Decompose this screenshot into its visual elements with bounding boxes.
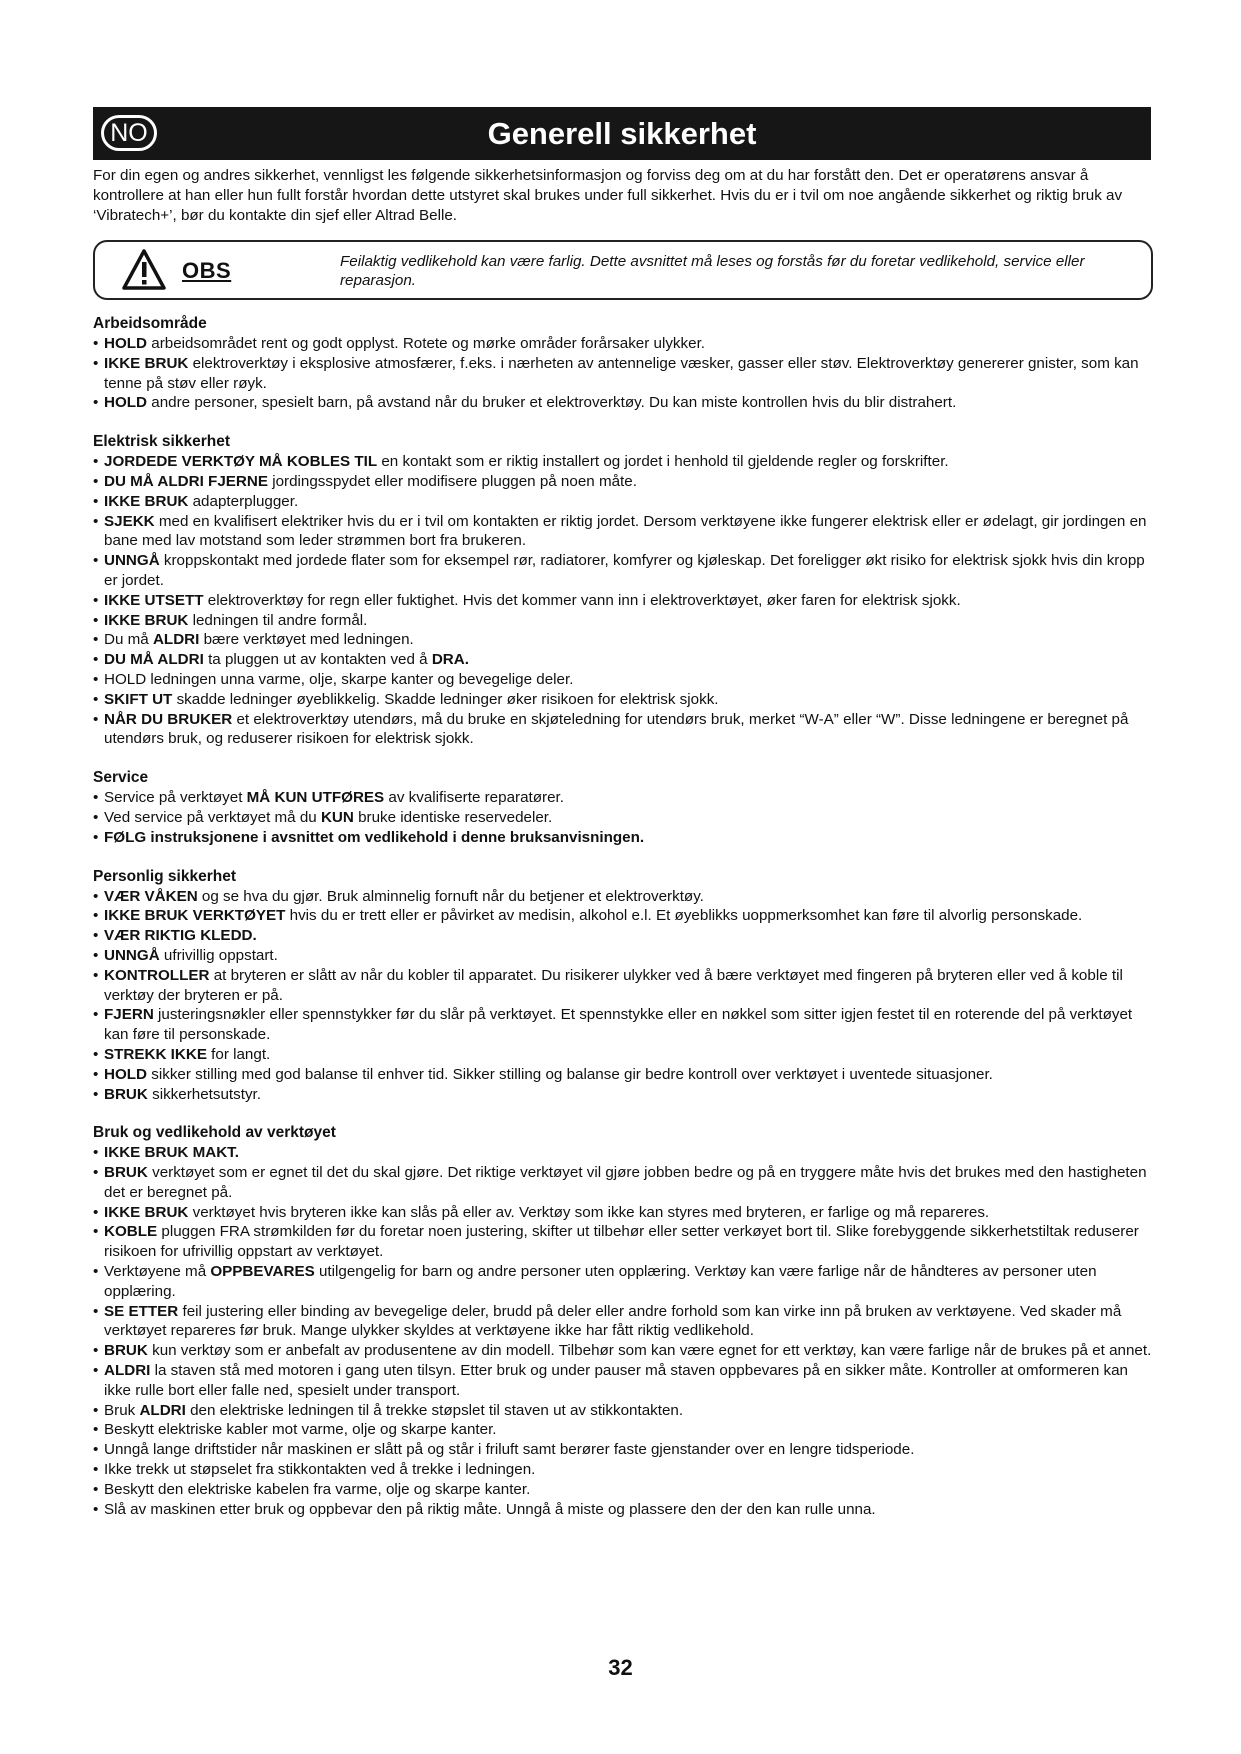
- bullet-keyword: STREKK IKKE: [104, 1045, 207, 1063]
- bullet-keyword: IKKE BRUK: [104, 492, 189, 510]
- bullet-item: [93, 906, 1155, 926]
- bullet-text: Du må: [104, 631, 153, 649]
- bullet-keyword: IKKE BRUK VERKTØYET: [104, 907, 286, 925]
- bullet-keyword: DU MÅ ALDRI: [104, 651, 204, 669]
- bullet-text: Verktøyene må: [104, 1263, 211, 1281]
- bullet-text: med en kvalifisert elektriker hvis du er i tvil om kontakten er riktig jordet. Dersom verktøyene ikke fungerer elektrisk eller er ødelagt, gir jordingen en bane med lav motstand som leder strømmen bort fra brukeren.: [104, 512, 1147, 550]
- bullet-text: Bruk: [104, 1401, 140, 1419]
- bullet-text: utilgengelig for barn og andre personer uten opplæring. Verktøy kan være farlige når de håndteres av personer uten opplæring.: [104, 1263, 1097, 1300]
- bullet-text: feil justering eller binding av bevegelige deler, brudd på deler eller andre forhold som kan virke inn på bruken av verktøyene. Ved skader må verktøyet repareres før bruk. Mange ulykker skyldes at verktøyene ikke har fått riktig vedlikehold.: [104, 1302, 1122, 1340]
- bullet-keyword: BRUK: [104, 1164, 148, 1182]
- bullet-keyword: SJEKK: [104, 512, 155, 530]
- bullet-keyword: SE ETTER: [104, 1302, 179, 1320]
- bullet-item: [93, 492, 1155, 512]
- intro-paragraph: For din egen og andres sikkerhet, vennligst les følgende sikkerhetsinformasjon og forviss deg om at du har forstått den. Det er operatørens ansvar å kontrollere at han eller hun fullt forstår hvordan dette utstyret skal brukes under full sikkerhet. Hvis du er i tvil om noe angående sikkerhet og riktig bruk av ‘Vibratech+’, bør du kontakte din sjef eller Altrad Belle.: [93, 167, 1123, 224]
- bullet-keyword: IKKE BRUK: [104, 1203, 189, 1221]
- bullet-text: Unngå lange driftstider når maskinen er slått på og står i friluft samt berører faste gjenstander over en lengre tidsperiode.: [104, 1441, 915, 1459]
- bullet-keyword: SKIFT UT: [104, 690, 173, 708]
- bullet-item: [93, 1341, 1155, 1361]
- bullet-keyword: HOLD: [104, 335, 148, 352]
- bullet-keyword: FØLG instruksjonene i avsnittet om vedlikehold i denne bruksanvisningen.: [104, 828, 645, 846]
- bullet-keyword: IKKE BRUK: [104, 611, 189, 629]
- bullet-text: Beskytt den elektriske kabelen fra varme, olje og skarpe kanter.: [104, 1480, 531, 1498]
- bullet-keyword: HOLD: [104, 394, 148, 412]
- obs-warning-box: [93, 240, 1153, 300]
- bullet-text: Slå av maskinen etter bruk og oppbevar den på riktig måte. Unngå å miste og plassere den der den kan rulle unna.: [104, 1500, 876, 1518]
- bullet-item: [93, 591, 1155, 611]
- bullet-item: [93, 650, 1155, 670]
- bullet-text: ufrivillig oppstart.: [159, 946, 278, 964]
- obs-label: OBS: [182, 258, 232, 283]
- section-arbeidsomrade: [93, 314, 1155, 413]
- bullet-keyword: OPPBEVARES: [210, 1263, 315, 1281]
- bullet-item: [93, 1302, 1155, 1342]
- bullet-keyword: ALDRI: [139, 1401, 186, 1419]
- bullet-text: elektroverktøy for regn eller fuktighet. Hvis det kommer vann inn i elektroverktøyet, øker faren for elektrisk sjokk.: [203, 591, 961, 609]
- bullet-item: [93, 670, 1155, 690]
- page-title: Generell sikkerhet: [487, 116, 757, 151]
- bullet-keyword: UNNGÅ: [104, 552, 160, 570]
- bullet-text: bære verktøyet med ledningen.: [199, 631, 414, 649]
- bullet-keyword: HOLD: [104, 1065, 148, 1083]
- bullet-keyword: UNNGÅ: [104, 946, 160, 964]
- bullet-text: og se hva du gjør. Bruk alminnelig fornuft når du betjener et elektroverktøy.: [197, 887, 704, 905]
- bullet-text: en kontakt som er riktig installert og jordet i henhold til gjeldende regler og forskrifter.: [377, 453, 949, 471]
- bullet-item: [93, 1143, 1155, 1163]
- bullet-item: [93, 1401, 1155, 1421]
- bullet-keyword: IKKE UTSETT: [104, 591, 204, 609]
- bullet-text: Service på verktøyet: [104, 789, 247, 807]
- bullet-item: [93, 1085, 1155, 1105]
- language-badge: NO: [101, 115, 157, 151]
- bullet-keyword: DRA.: [431, 651, 469, 669]
- bullet-item: [93, 710, 1155, 750]
- bullet-keyword: KOBLE: [104, 1223, 158, 1241]
- warning-triangle-icon: [121, 248, 167, 292]
- bullet-keyword: FJERN: [104, 1006, 154, 1024]
- bullet-item: [93, 452, 1155, 472]
- bullet-item: [93, 393, 1155, 413]
- bullet-item: [93, 1480, 1155, 1500]
- bullet-text: la staven stå med motoren i gang uten tilsyn. Etter bruk og under pauser må staven oppbevares på en sikker måte. Kontroller at omformeren kan ikke rulle bort eller falle ned, spesielt under transport.: [104, 1362, 1128, 1399]
- bullet-text: kroppskontakt med jordede flater som for eksempel rør, radiatorer, komfyrer og kjøleskap. Det foreligger økt risiko for elektrisk sjokk hvis din kropp er jordet.: [104, 552, 1145, 589]
- bullet-keyword: JORDEDE VERKTØY MÅ KOBLES TIL: [104, 453, 378, 471]
- bullet-item: [93, 630, 1155, 650]
- bullet-text: hvis du er trett eller er påvirket av medisin, alkohol e.l. Et øyeblikks uoppmerksomhet kan føre til alvorlig personskade.: [285, 907, 1083, 925]
- bullet-text: for langt.: [206, 1045, 271, 1063]
- bullet-text: pluggen FRA strømkilden før du foretar noen justering, skifter ut tilbehør eller setter verkøyet bort til. Slike forebyggende sikkerhetstiltak reduserer risikoen for ufrivillig oppstart av verktøyet.: [104, 1223, 1139, 1261]
- bullet-item: [93, 828, 1155, 848]
- bullet-text: ledningen til andre formål.: [188, 611, 368, 629]
- section-heading: Service: [93, 769, 149, 787]
- content: [93, 314, 1155, 1538]
- bullet-text: andre personer, spesielt barn, på avstand når du bruker et elektroverktøy. Du kan miste kontrollen hvis du blir distrahert.: [147, 394, 957, 412]
- bullet-text: bruke identiske reservedeler.: [353, 808, 553, 826]
- section-elektrisk-sikkerhet: [93, 432, 1155, 749]
- bullet-text: ta pluggen ut av kontakten ved å: [203, 651, 432, 669]
- bullet-item: [93, 512, 1155, 552]
- bullet-item: [93, 946, 1155, 966]
- bullet-item: [93, 354, 1155, 394]
- bullet-item: [93, 1163, 1155, 1203]
- bullet-text: av kvalifiserte reparatører.: [384, 789, 564, 807]
- bullet-item: [93, 1500, 1155, 1520]
- bullet-text: et elektroverktøy utendørs, må du bruke en skjøteledning for utendørs bruk, merket “W-A” eller “W”. Disse ledningene er beregnet på utendørs bruk, og reduserer risikoen for elektrisk sjokk.: [104, 710, 1129, 748]
- bullet-text: Ved service på verktøyet må du: [104, 808, 321, 826]
- page-header: [93, 107, 1151, 160]
- bullet-text: skadde ledninger øyeblikkelig. Skadde ledninger øker risikoen for elektrisk sjokk.: [172, 690, 719, 708]
- bullet-text: verktøyet hvis bryteren ikke kan slås på eller av. Verktøy som ikke kan styres med bryteren, er farlige og må repareres.: [188, 1203, 990, 1221]
- bullet-item: [93, 1045, 1155, 1065]
- bullet-text: at bryteren er slått av når du kobler til apparatet. Du risikerer ulykker ved å bære verktøyet med fingeren på bryteren eller ved å koble til verktøy der bryteren er på.: [104, 966, 1123, 1004]
- bullet-text: jordingsspydet eller modifisere pluggen på noen måte.: [267, 472, 637, 490]
- bullet-keyword: MÅ KUN UTFØRES: [246, 789, 385, 807]
- section-personlig-sikkerhet: [93, 867, 1155, 1105]
- bullet-keyword: KUN: [320, 808, 354, 826]
- bullet-text: arbeidsområdet rent og godt opplyst. Rotete og mørke områder forårsaker ulykker.: [147, 335, 706, 352]
- bullet-text: adapterplugger.: [188, 492, 299, 510]
- bullet-item: [93, 551, 1155, 591]
- bullet-keyword: VÆR VÅKEN: [104, 887, 198, 905]
- bullet-text: kun verktøy som er anbefalt av produsentene av din modell. Tilbehør som kan være egnet for ett verktøy, kan være farlige når de brukes på et annet.: [147, 1342, 1152, 1360]
- bullet-keyword: DU MÅ ALDRI FJERNE: [104, 472, 268, 490]
- bullet-text: verktøyet som er egnet til det du skal gjøre. Det riktige verktøyet vil gjøre jobben bedre og på en tryggere måte hvis det brukes med den hastigheten det er beregnet på.: [104, 1164, 1147, 1201]
- bullet-keyword: BRUK: [104, 1342, 148, 1360]
- obs-text: Feilaktig vedlikehold kan være farlig. Dette avsnittet må leses og forstås før du foretar vedlikehold, service eller reparasjon.: [340, 253, 1085, 289]
- bullet-keyword: KONTROLLER: [104, 966, 210, 984]
- bullet-text: justeringsnøkler eller spennstykker før du slår på verktøyet. Et spennstykke eller en nøkkel som sitter igjen festet til en roterende del på verktøyet kan føre til personskade.: [104, 1006, 1133, 1044]
- bullet-item: [93, 1262, 1155, 1302]
- bullet-item: [93, 788, 1155, 808]
- bullet-item: [93, 1420, 1155, 1440]
- section-heading: Bruk og vedlikehold av verktøyet: [93, 1124, 336, 1142]
- bullet-item: [93, 926, 1155, 946]
- bullet-text: elektroverktøy i eksplosive atmosfærer, f.eks. i nærheten av antennelige væsker, gasser eller støv. Elektroverktøy genererer gnister, som kan tenne på støv eller røyk.: [104, 354, 1139, 392]
- bullet-keyword: IKKE BRUK MAKT.: [104, 1144, 239, 1162]
- bullet-keyword: ALDRI: [152, 631, 200, 649]
- bullet-item: [93, 1440, 1155, 1460]
- page-number: 32: [608, 1655, 633, 1680]
- bullet-item: [93, 1065, 1155, 1085]
- bullet-keyword: NÅR DU BRUKER: [104, 710, 233, 728]
- bullet-text: HOLD ledningen unna varme, olje, skarpe kanter og bevegelige deler.: [104, 670, 574, 688]
- section-bruk-og-vedlikehold: [93, 1123, 1155, 1519]
- bullet-item: [93, 472, 1155, 492]
- bullet-item: [93, 1460, 1155, 1480]
- bullet-item: [93, 690, 1155, 710]
- section-heading: Elektrisk sikkerhet: [93, 433, 231, 451]
- bullet-text: Ikke trekk ut støpselet fra stikkontakten ved å trekke i ledningen.: [104, 1461, 536, 1479]
- bullet-text: sikker stilling med god balanse til enhver tid. Sikker stilling og balanse gir bedre kontroll over verktøyet i uventede situasjoner.: [147, 1065, 993, 1083]
- bullet-item: [93, 1203, 1155, 1223]
- bullet-item: [93, 887, 1155, 907]
- bullet-text: sikkerhetsutstyr.: [147, 1085, 261, 1103]
- bullet-keyword: BRUK: [104, 1085, 148, 1103]
- bullet-keyword: IKKE BRUK: [104, 354, 189, 372]
- section-service: [93, 768, 1155, 847]
- bullet-item: [93, 1361, 1155, 1401]
- bullet-item: [93, 1222, 1155, 1262]
- bullet-item: [93, 611, 1155, 631]
- section-heading: Personlig sikkerhet: [93, 867, 237, 885]
- bullet-item: [93, 966, 1155, 1006]
- section-heading: Arbeidsområde: [93, 315, 207, 332]
- bullet-item: [93, 808, 1155, 828]
- bullet-item: [93, 334, 1155, 354]
- bullet-text: den elektriske ledningen til å trekke støpslet til staven ut av stikkontakten.: [185, 1401, 684, 1419]
- bullet-keyword: VÆR RIKTIG KLEDD.: [104, 927, 257, 945]
- bullet-keyword: ALDRI: [104, 1362, 151, 1380]
- bullet-item: [93, 1005, 1155, 1045]
- bullet-text: Beskytt elektriske kabler mot varme, olje og skarpe kanter.: [104, 1421, 497, 1439]
